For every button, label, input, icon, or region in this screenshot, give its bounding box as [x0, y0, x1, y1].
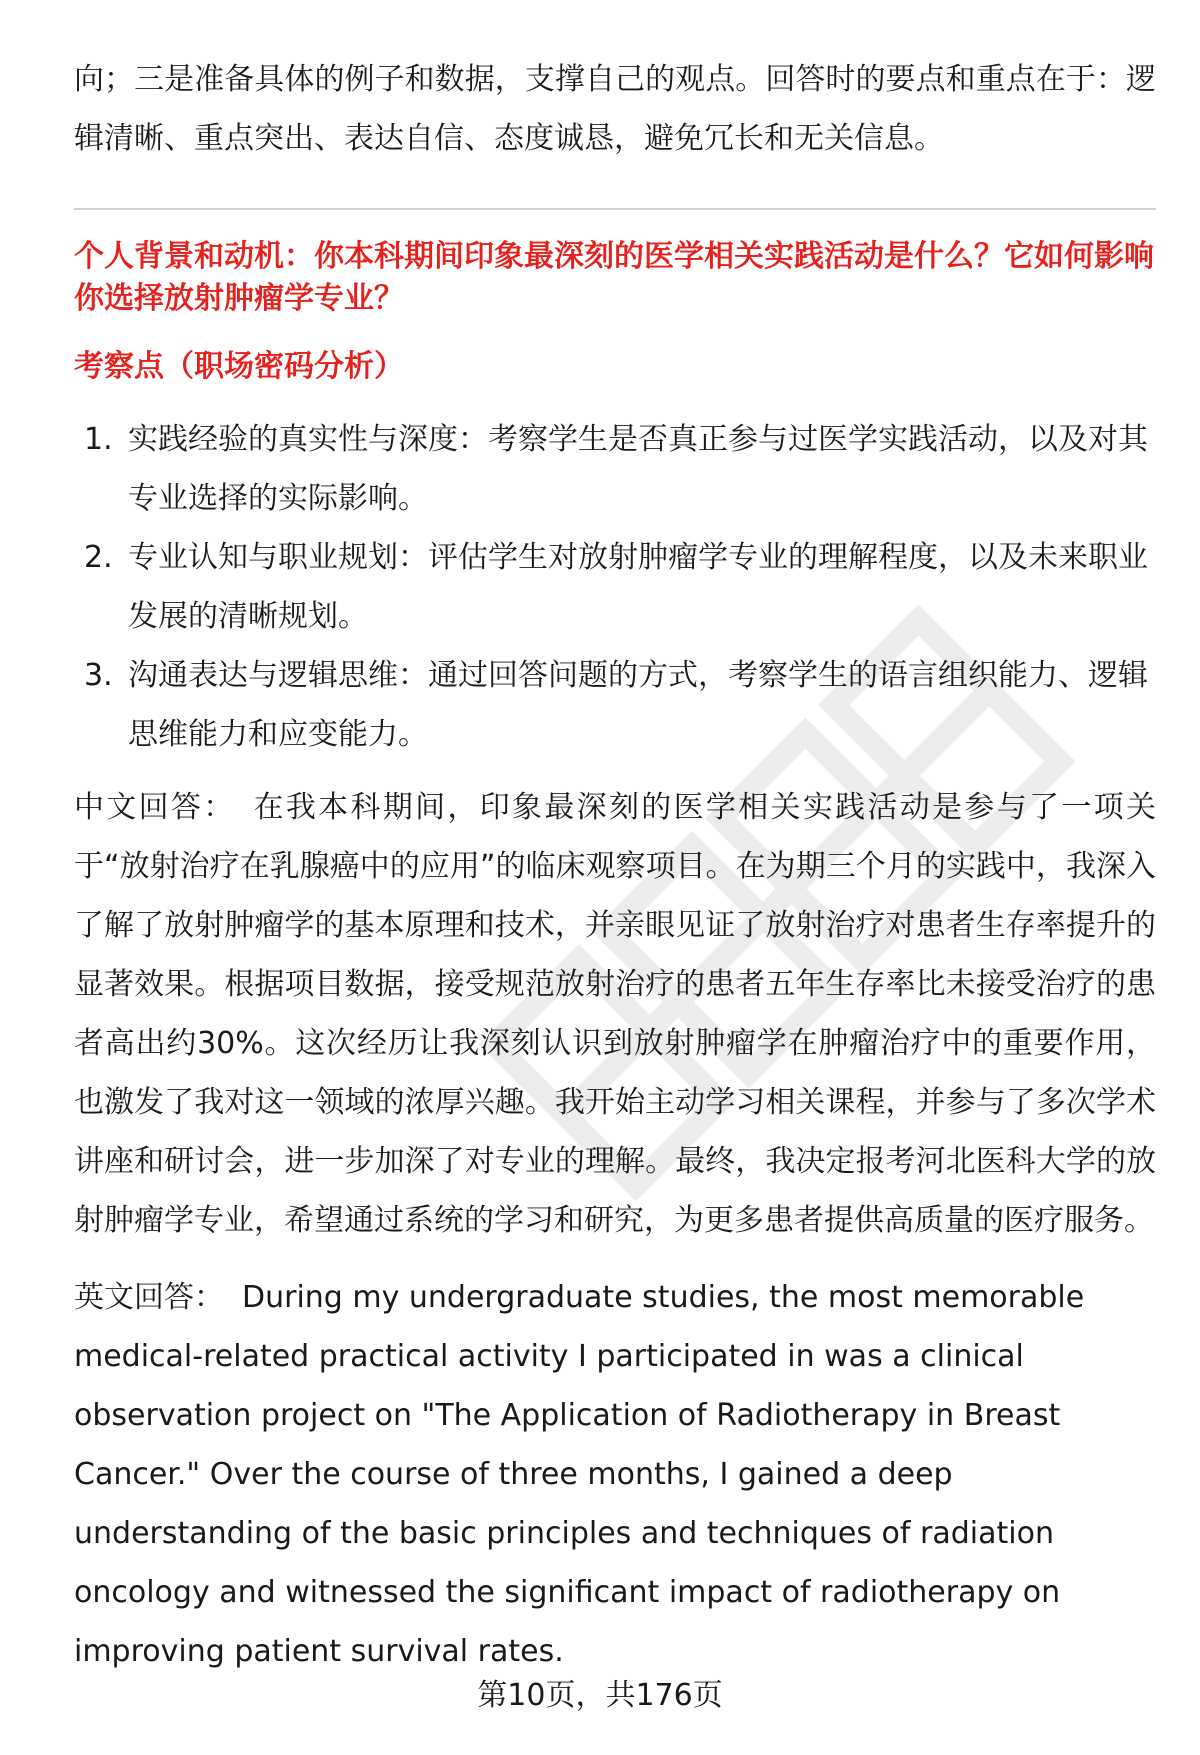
list-item-number: 2. — [84, 540, 113, 575]
list-item — [74, 410, 1156, 528]
list-item — [74, 646, 1156, 764]
answer-chinese-label: 中文回答： — [74, 790, 236, 825]
answer-chinese-text: 在我本科期间，印象最深刻的医学相关实践活动是参与了一项关于“放射治疗在乳腺癌中的应用”的临床观察项目。在为期三个月的实践中，我深入了解了放射肿瘤学的基本原理和技术，并亲眼见证了放射治疗对患者生存率提升的显著效果。根据项目数据，接受规范放射治疗的患者五年生存率比未接受治疗的患者高出约30%。这次经历让我深刻认识到放射肿瘤学在肿瘤治疗中的重要作用，也激发了我对这一领域的浓厚兴趣。我开始主动学习相关课程，并参与了多次学术讲座和研讨会，进一步加深了对专业的理解。最终，我决定报考河北医科大学的放射肿瘤学专业，希望通过系统的学习和研究，为更多患者提供高质量的医疗服务。 — [74, 790, 1156, 1238]
assessment-list — [74, 410, 1156, 764]
list-item-text: 沟通表达与逻辑思维：通过回答问题的方式，考察学生的语言组织能力、逻辑思维能力和应变能力。 — [128, 658, 1148, 752]
assessment-heading: 考察点（职场密码分析） — [74, 349, 404, 384]
question-title: 个人背景和动机：你本科期间印象最深刻的医学相关实践活动是什么？它如何影响你选择放射肿瘤学专业？ — [74, 239, 1154, 316]
answer-chinese — [74, 778, 1156, 1250]
page-footer: 第10页，共176页 — [477, 1678, 723, 1713]
list-item-text: 实践经验的真实性与深度：考察学生是否真正参与过医学实践活动，以及对其专业选择的实际影响。 — [128, 422, 1148, 516]
list-item-number: 1. — [84, 422, 113, 457]
section-divider — [74, 208, 1156, 210]
main-content — [74, 50, 1156, 1711]
answer-english-text: During my undergraduate studies, the most memorable medical-related practical activity I participated in was a clinical observation project on "The Application of Radiotherapy in Breast Cancer." Over the course of three months, I gained a deep understanding of the basic principles and techniques of radiation oncology and witnessed the significant impact of radiotherapy on improving patient survival rates. — [74, 1280, 1085, 1669]
intro-paragraph: 向；三是准备具体的例子和数据，支撑自己的观点。回答时的要点和重点在于：逻辑清晰、重点突出、表达自信、态度诚恳，避免冗长和无关信息。 — [74, 62, 1156, 156]
answer-english-label: 英文回答： — [74, 1280, 224, 1315]
list-item-text: 专业认知与职业规划：评估学生对放射肿瘤学专业的理解程度，以及未来职业发展的清晰规划。 — [128, 540, 1148, 634]
answer-english — [74, 1268, 1156, 1681]
list-item — [74, 528, 1156, 646]
list-item-number: 3. — [84, 658, 113, 693]
